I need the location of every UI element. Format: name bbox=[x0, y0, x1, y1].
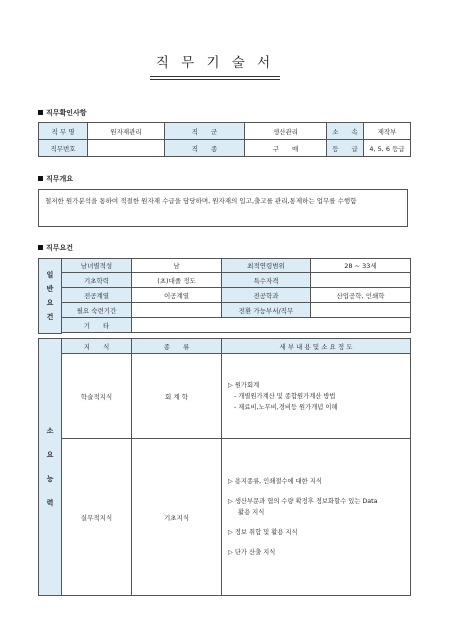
major-field-value: 이공계열 bbox=[132, 288, 222, 303]
ability-table bbox=[38, 338, 411, 596]
detail-line: - 개별원가계산 및 종합원가계산 방법 bbox=[234, 392, 336, 400]
job-name-value: 원자재관리 bbox=[88, 123, 165, 140]
job-number-label: 직무번호 bbox=[39, 140, 88, 157]
detail-line: ▷ 원가회계 bbox=[228, 381, 260, 389]
major-dept-label: 전공학과 bbox=[222, 288, 311, 303]
knowledge-column-header: 지 식 bbox=[62, 339, 132, 354]
detail-line: ▷ 정보 취합 및 활용 지식 bbox=[228, 529, 298, 536]
detail-line: ▷ 생산부문과 협의 수량 확정후 정보화할수 있는 Data bbox=[228, 498, 378, 505]
square-bullet-icon bbox=[38, 110, 43, 115]
training-period-value bbox=[132, 303, 222, 318]
detail-line: 활용 지식 bbox=[238, 509, 265, 516]
ability-row bbox=[39, 354, 411, 439]
education-value: (초)대졸 정도 bbox=[132, 273, 222, 288]
special-qualification-label: 특수자격 bbox=[222, 273, 311, 288]
training-period-label: 필요 숙련기간 bbox=[62, 303, 132, 318]
square-bullet-icon bbox=[38, 245, 43, 250]
etc-value bbox=[132, 318, 411, 333]
job-group-label: 직 군 bbox=[165, 123, 245, 140]
job-type-value: 구 매 bbox=[245, 140, 327, 157]
info-row bbox=[39, 140, 411, 157]
detail-line: - 재료비,노무비,경비등 원가개념 이해 bbox=[234, 403, 338, 411]
job-number-value bbox=[88, 140, 165, 157]
detail-line: ▷ 단가 산출 지식 bbox=[228, 549, 276, 556]
general-header-text: 일반요건 bbox=[46, 270, 54, 321]
section-heading-text: 직무요건 bbox=[46, 244, 74, 252]
grade-value: 4, 5, 6 등급 bbox=[364, 140, 411, 157]
academic-knowledge-detail bbox=[222, 354, 411, 439]
practical-knowledge-label: 실무적지식 bbox=[62, 439, 132, 596]
general-row bbox=[39, 259, 411, 273]
ability-header-text: 소요능력 bbox=[46, 427, 54, 507]
etc-label: 기 타 bbox=[62, 318, 132, 333]
special-qualification-value bbox=[311, 273, 411, 288]
major-dept-value: 산업공학, 인쇄학 bbox=[311, 288, 411, 303]
general-requirements-header bbox=[39, 259, 62, 334]
general-row bbox=[39, 318, 411, 333]
info-table bbox=[38, 122, 411, 157]
transfer-label: 전환 가능부서/직무 bbox=[222, 303, 311, 318]
department-label: 소 속 bbox=[327, 123, 364, 140]
age-label: 최적연령범위 bbox=[222, 259, 311, 273]
grade-label: 등 급 bbox=[327, 140, 364, 157]
practical-knowledge-detail bbox=[222, 439, 411, 596]
practical-knowledge-type: 기초지식 bbox=[132, 439, 222, 596]
department-value: 제작부 bbox=[364, 123, 411, 140]
transfer-value bbox=[311, 303, 411, 318]
ability-header-row bbox=[39, 339, 411, 354]
overview-text: 철저한 원가분석을 통하여 적절한 원자재 수급을 담당하며, 원자재의 입고,출고를 관리,통제하는 업무를 수행함 bbox=[38, 189, 408, 227]
job-name-label: 직 무 명 bbox=[39, 123, 88, 140]
ability-header bbox=[39, 339, 62, 596]
section-heading-overview bbox=[38, 174, 73, 184]
major-field-label: 전공계열 bbox=[62, 288, 132, 303]
detail-column-header: 세 부 내 용 및 소 요 정 도 bbox=[222, 339, 411, 354]
age-value: 28 ~ 33세 bbox=[311, 259, 411, 273]
document-title: 직 무 기 술 서 bbox=[150, 52, 280, 77]
section-heading-info bbox=[38, 108, 87, 118]
education-label: 기초학력 bbox=[62, 273, 132, 288]
job-group-value: 생산관리 bbox=[245, 123, 327, 140]
gender-value: 남 bbox=[132, 259, 222, 273]
general-requirements-table bbox=[38, 258, 411, 334]
ability-row bbox=[39, 439, 411, 596]
academic-knowledge-label: 학술적지식 bbox=[62, 354, 132, 439]
gender-label: 남녀별적성 bbox=[62, 259, 132, 273]
general-row bbox=[39, 288, 411, 303]
detail-line: ▷ 용지종류, 인쇄절수에 대한 지식 bbox=[228, 478, 322, 485]
academic-knowledge-type: 회 계 학 bbox=[132, 354, 222, 439]
general-row bbox=[39, 273, 411, 288]
section-heading-text: 직무확인사항 bbox=[46, 109, 87, 117]
job-type-label: 직 종 bbox=[165, 140, 245, 157]
type-column-header: 종 류 bbox=[132, 339, 222, 354]
general-row bbox=[39, 303, 411, 318]
info-row bbox=[39, 123, 411, 140]
section-heading-text: 직무개요 bbox=[46, 175, 74, 183]
square-bullet-icon bbox=[38, 176, 43, 181]
section-heading-requirements bbox=[38, 243, 73, 253]
